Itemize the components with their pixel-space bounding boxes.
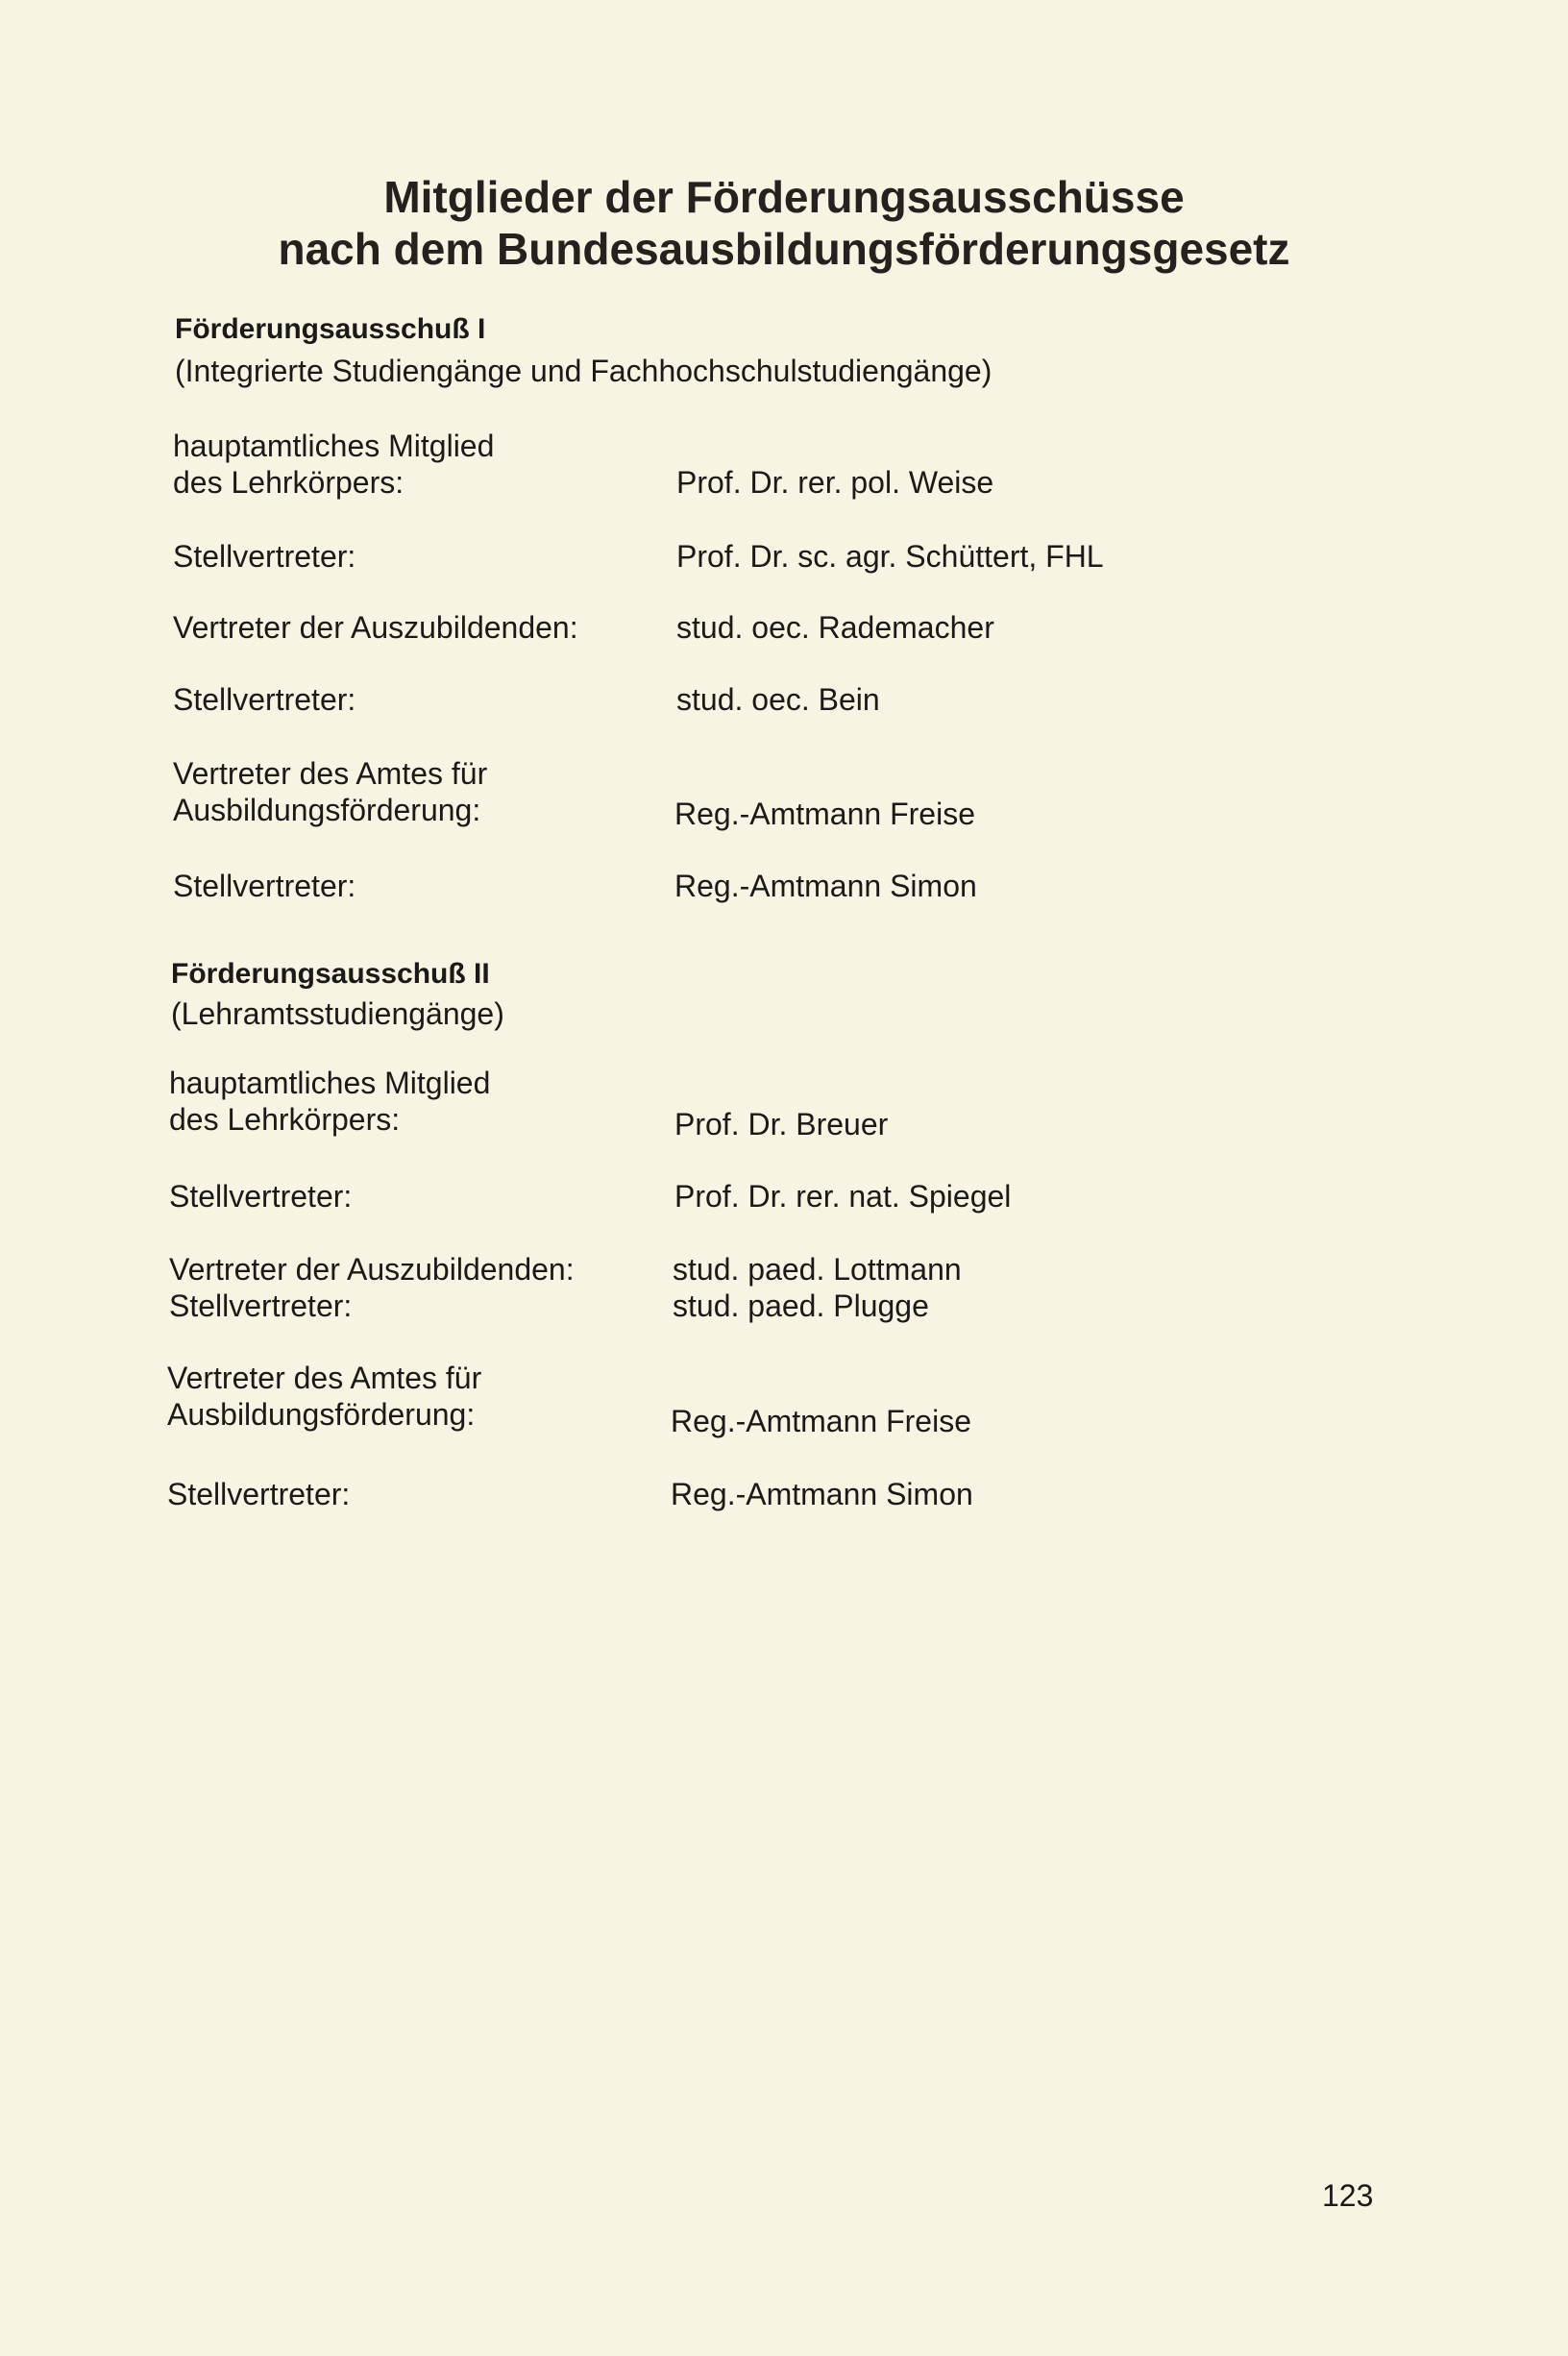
member-name: [674, 868, 977, 904]
committee-2-heading: Förderungsausschuß II: [171, 958, 490, 990]
member-name-line: Prof. Dr. sc. agr. Schüttert, FHL: [676, 539, 1104, 574]
member-name: [674, 796, 975, 832]
committee-1-subheading: (Integrierte Studiengänge und Fachhochschulstudiengänge): [175, 354, 992, 388]
role-label: [173, 868, 355, 904]
member-name: [676, 538, 1104, 575]
role-label: [173, 538, 355, 575]
role-label: [169, 1065, 490, 1138]
role-label-line: Vertreter der Auszubildenden:: [169, 1252, 575, 1287]
role-label-line: Stellvertreter:: [173, 869, 356, 903]
role-label-line: hauptamtliches Mitglied: [169, 1066, 491, 1100]
member-name-line: Prof. Dr. rer. nat. Spiegel: [674, 1179, 1012, 1214]
committee-2-subheading: (Lehramtsstudiengänge): [171, 996, 504, 1031]
member-name: [673, 1251, 962, 1324]
role-label: [173, 428, 494, 501]
role-label-line: Ausbildungsförderung:: [173, 793, 481, 827]
role-label-line: Vertreter des Amtes für: [173, 756, 488, 791]
member-name-line: Reg.-Amtmann Simon: [671, 1477, 973, 1511]
member-name: [676, 464, 993, 501]
member-name: [674, 1178, 1011, 1215]
role-label: [173, 755, 487, 828]
page-title-line-1: Mitglieder der Förderungsausschüsse: [383, 172, 1185, 222]
page-title: [0, 171, 1568, 275]
role-label-line: Stellvertreter:: [173, 682, 356, 717]
role-label: [169, 1178, 352, 1215]
member-name-line: Reg.-Amtmann Freise: [674, 797, 975, 831]
member-name: [676, 609, 994, 646]
member-name-line: Reg.-Amtmann Freise: [671, 1404, 971, 1438]
role-label: [173, 609, 578, 646]
role-label: [173, 681, 355, 718]
member-name: [671, 1476, 973, 1512]
role-label-line: Ausbildungsförderung:: [167, 1397, 476, 1432]
member-name-line: stud. oec. Bein: [676, 682, 880, 717]
member-name: [676, 681, 880, 718]
member-name: [671, 1403, 971, 1439]
role-label: [167, 1476, 350, 1512]
role-label-line: des Lehrkörpers:: [173, 465, 404, 500]
member-name-line: stud. paed. Lottmann: [673, 1252, 962, 1287]
role-label-line: Stellvertreter:: [167, 1477, 351, 1511]
role-label-line: hauptamtliches Mitglied: [173, 429, 495, 463]
role-label-line: Vertreter des Amtes für: [167, 1361, 482, 1395]
page-number: 123: [1322, 2178, 1374, 2213]
member-name-line: Prof. Dr. Breuer: [674, 1107, 889, 1141]
role-label-line: Stellvertreter:: [169, 1179, 353, 1214]
member-name-line: stud. paed. Plugge: [673, 1288, 929, 1323]
member-name: [674, 1106, 888, 1142]
role-label: [169, 1251, 575, 1324]
role-label: [167, 1360, 481, 1433]
committee-1-heading: Förderungsausschuß I: [175, 313, 486, 345]
member-name-line: Prof. Dr. rer. pol. Weise: [676, 465, 994, 500]
member-name-line: Reg.-Amtmann Simon: [674, 869, 977, 903]
member-name-line: stud. oec. Rademacher: [676, 610, 994, 645]
role-label-line: Stellvertreter:: [173, 539, 356, 574]
role-label-line: Vertreter der Auszubildenden:: [173, 610, 578, 645]
role-label-line: des Lehrkörpers:: [169, 1102, 401, 1137]
page-title-line-2: nach dem Bundesausbildungsförderungsgesetz: [278, 224, 1290, 274]
role-label-line: Stellvertreter:: [169, 1288, 353, 1323]
